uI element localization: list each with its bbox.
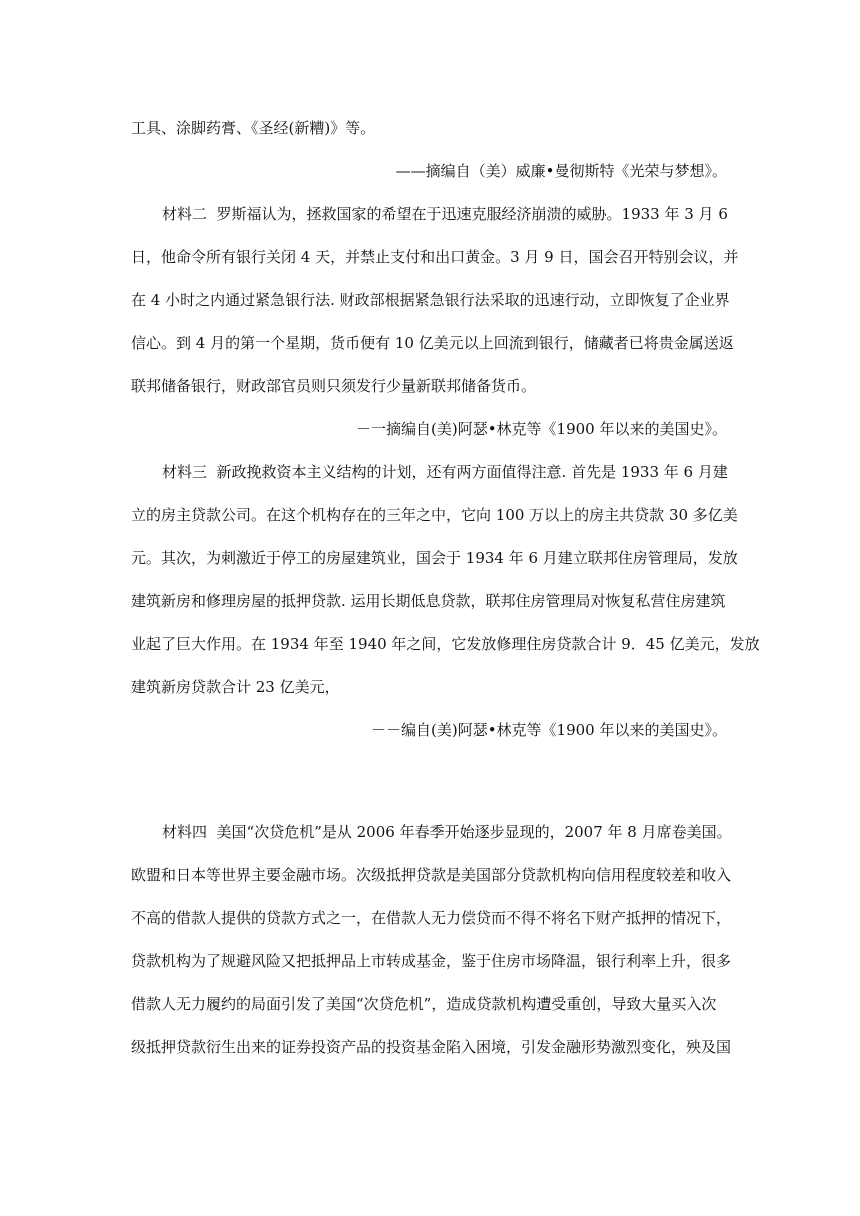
paragraph-line: 日，他命令所有银行关闭 4 天，并禁止支付和出口黄金。3 月 9 日，国会召开特别会议，并 [131,248,739,266]
paragraph-line: 欧盟和日本等世界主要金融市场。次级抵押贷款是美国部分贷款机构向信用程度较差和收入 [131,866,732,884]
paragraph-line: 材料四 美国“次贷危机”是从 2006 年春季开始逐步显现的，2007 年 8 月席卷美国。 [162,823,732,841]
paragraph-line: 级抵押贷款衍生出来的证券投资产品的投资基金陷入困境，引发金融形势激烈变化，殃及国 [131,1038,732,1056]
citation-line: －一摘编自(美)阿瑟•林克等《1900 年以来的美国史》。 [356,420,727,438]
paragraph-line: 材料三 新政挽救资本主义结构的计划，还有两方面值得注意. 首先是 1933 年 6 月建 [162,463,728,481]
paragraph-line: 建筑新房贷款合计 23 亿美元， [131,678,340,696]
paragraph-line: 贷款机构为了规避风险又把抵押品上市转成基金，鉴于住房市场降温，银行利率上升，很多 [131,952,732,970]
citation-line: －－编自(美)阿瑟•林克等《1900 年以来的美国史》。 [371,721,727,739]
paragraph-line: 业起了巨大作用。在 1934 年至 1940 年之间，它发放修理住房贷款合计 9．45 亿美元，发放 [131,635,760,653]
paragraph-line: 不高的借款人提供的贷款方式之一，在借款人无力偿贷而不得不将名下财产抵押的情况下， [131,909,732,927]
paragraph-line: 建筑新房和修理房屋的抵押贷款. 运用长期低息贷款，联邦住房管理局对恢复私营住房建筑 [131,592,726,610]
paragraph-line: 在 4 小时之内通过紧急银行法. 财政部根据紧急银行法采取的迅速行动，立即恢复了企业界 [131,291,730,309]
paragraph-line: 元。其次，为刺激近于停工的房屋建筑业，国会于 1934 年 6 月建立联邦住房管理局，发放 [131,549,738,567]
paragraph-line: 材料二 罗斯福认为，拯救国家的希望在于迅速克服经济崩溃的威胁。1933 年 3 月 6 [162,205,728,223]
paragraph-line: 信心。到 4 月的第一个星期，货币便有 10 亿美元以上回流到银行，储藏者已将贵金属送返 [131,334,734,352]
paragraph-line: 立的房主贷款公司。在这个机构存在的三年之中，它向 100 万以上的房主共贷款 30 多亿美 [131,506,738,524]
paragraph-line: 工具、涂脚药膏、《圣经(新糟)》等。 [131,119,376,137]
paragraph-line: 借款人无力履约的局面引发了美国“次贷危机”，造成贷款机构遭受重创，导致大量买入次 [131,995,717,1013]
paragraph-line: 联邦储备银行，财政部官员则只须发行少量新联邦储备货币。 [131,377,537,395]
citation-line: ——摘编自（美）威廉•曼彻斯特《光荣与梦想》。 [395,162,727,180]
